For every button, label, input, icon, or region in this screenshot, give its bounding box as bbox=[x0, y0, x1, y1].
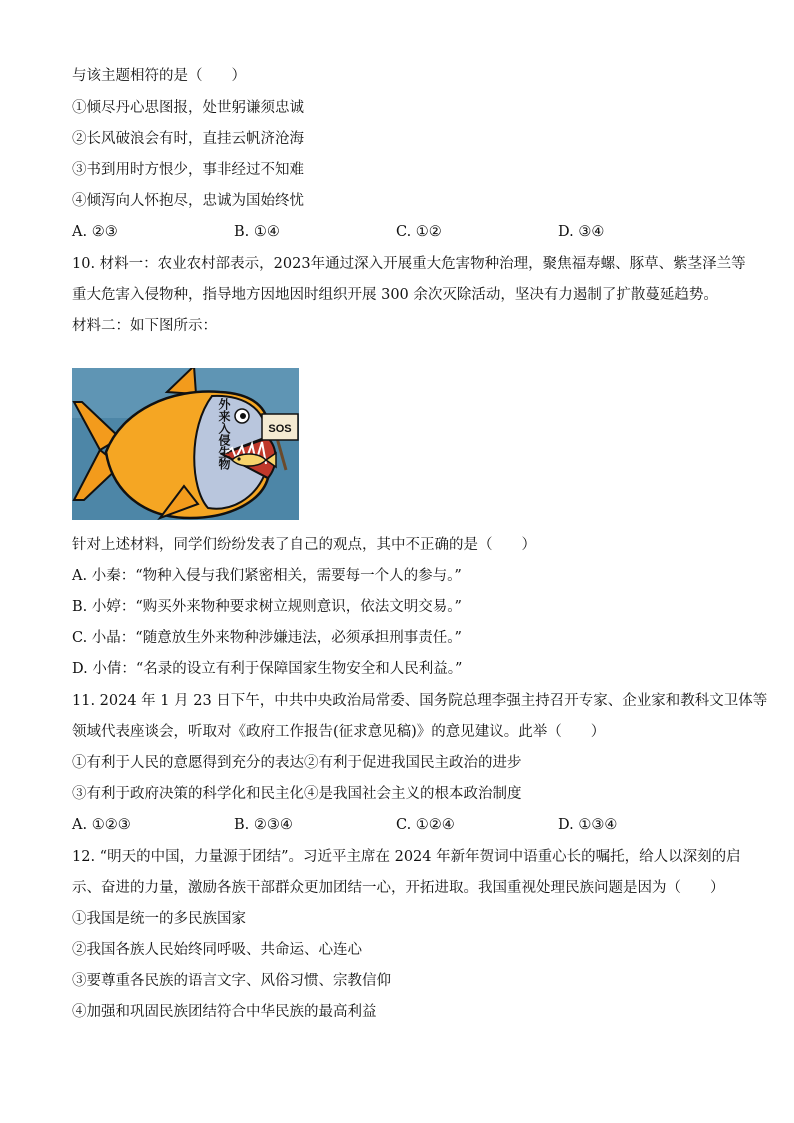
q12-item-4: ④加强和巩固民族团结符合中华民族的最高利益 bbox=[72, 1004, 377, 1020]
q9-item-2: ②长风破浪会有时，直挂云帆济沧海 bbox=[72, 131, 304, 147]
small-fish bbox=[232, 454, 266, 466]
q9-option-c: C. ①② bbox=[396, 224, 442, 240]
q9-item-4: ④倾泻向人怀抱尽，忠诚为国始终忧 bbox=[72, 193, 304, 209]
q11-options bbox=[72, 815, 672, 835]
q9-options bbox=[72, 222, 672, 242]
q11-option-a: A. ①②③ bbox=[72, 817, 131, 833]
q12-item-1: ①我国是统一的多民族国家 bbox=[72, 911, 246, 927]
q11-items-row-1: ①有利于人民的意愿得到充分的表达②有利于促进我国民主政治的进步 bbox=[72, 755, 522, 771]
shark-label-text: 外来入侵生物 bbox=[217, 398, 231, 470]
q9-option-d: D. ③④ bbox=[558, 224, 605, 240]
q9-item-3: ③书到用时方恨少，事非经过不知难 bbox=[72, 162, 304, 178]
q9-option-b: B. ①④ bbox=[234, 224, 280, 240]
q9-option-a: A. ②③ bbox=[72, 224, 118, 240]
q10-material-2-label: 材料二：如下图所示： bbox=[72, 318, 217, 334]
q9-stem-tail: 与该主题相符的是（ ） bbox=[72, 68, 246, 84]
q10-material-1-line-1: 10. 材料一：农业农村部表示，2023年通过深入开展重大危害物种治理，聚焦福寿螺、豚草、紫茎泽兰等 bbox=[72, 256, 746, 272]
q10-material-1-line-2: 重大危害入侵物种，指导地方因地因时组织开展 300 余次灭除活动，坚决有力遏制了扩散蔓延趋势。 bbox=[72, 287, 718, 303]
q11-option-b: B. ②③④ bbox=[234, 817, 293, 833]
q9-item-1: ①倾尽丹心思图报，处世躬谦须忠诚 bbox=[72, 100, 304, 116]
q11-items-row-2: ③有利于政府决策的科学化和民主化④是我国社会主义的根本政治制度 bbox=[72, 786, 522, 802]
q12-stem-line-2: 示、奋进的力量，激励各族干部群众更加团结一心，开拓进取。我国重视处理民族问题是因为（ ） bbox=[72, 880, 725, 896]
q12-stem-line-1: 12. “明天的中国，力量源于团结”。习近平主席在 2024 年新年贺词中语重心长的嘱托，给人以深刻的启 bbox=[72, 849, 741, 865]
invasive-species-cartoon bbox=[72, 368, 299, 520]
sos-sign-text: SOS bbox=[268, 423, 292, 435]
q11-stem-line-1: 11. 2024 年 1 月 23 日下午，中共中央政治局常委、国务院总理李强主持召开专家、企业家和教科文卫体等 bbox=[72, 693, 768, 709]
q12-item-3: ③要尊重各民族的语言文字、风俗习惯、宗教信仰 bbox=[72, 973, 391, 989]
q10-question: 针对上述材料，同学们纷纷发表了自己的观点，其中不正确的是（ ） bbox=[72, 537, 536, 553]
q11-option-c: C. ①②④ bbox=[396, 817, 455, 833]
q10-option-a: A. 小秦：“物种入侵与我们紧密相关，需要每一个人的参与。” bbox=[72, 568, 462, 584]
q12-item-2: ②我国各族人民始终同呼吸、共命运、心连心 bbox=[72, 942, 362, 958]
q11-stem-line-2: 领域代表座谈会，听取对《政府工作报告(征求意见稿)》的意见建议。此举（ ） bbox=[72, 724, 606, 740]
q10-option-b: B. 小婷：“购买外来物种要求树立规则意识，依法文明交易。” bbox=[72, 599, 462, 615]
q10-option-c: C. 小晶：“随意放生外来物种涉嫌违法，必须承担刑事责任。” bbox=[72, 630, 462, 646]
q10-option-d: D. 小倩：“名录的设立有利于保障国家生物安全和人民利益。” bbox=[72, 661, 463, 677]
q11-option-d: D. ①③④ bbox=[558, 817, 618, 833]
